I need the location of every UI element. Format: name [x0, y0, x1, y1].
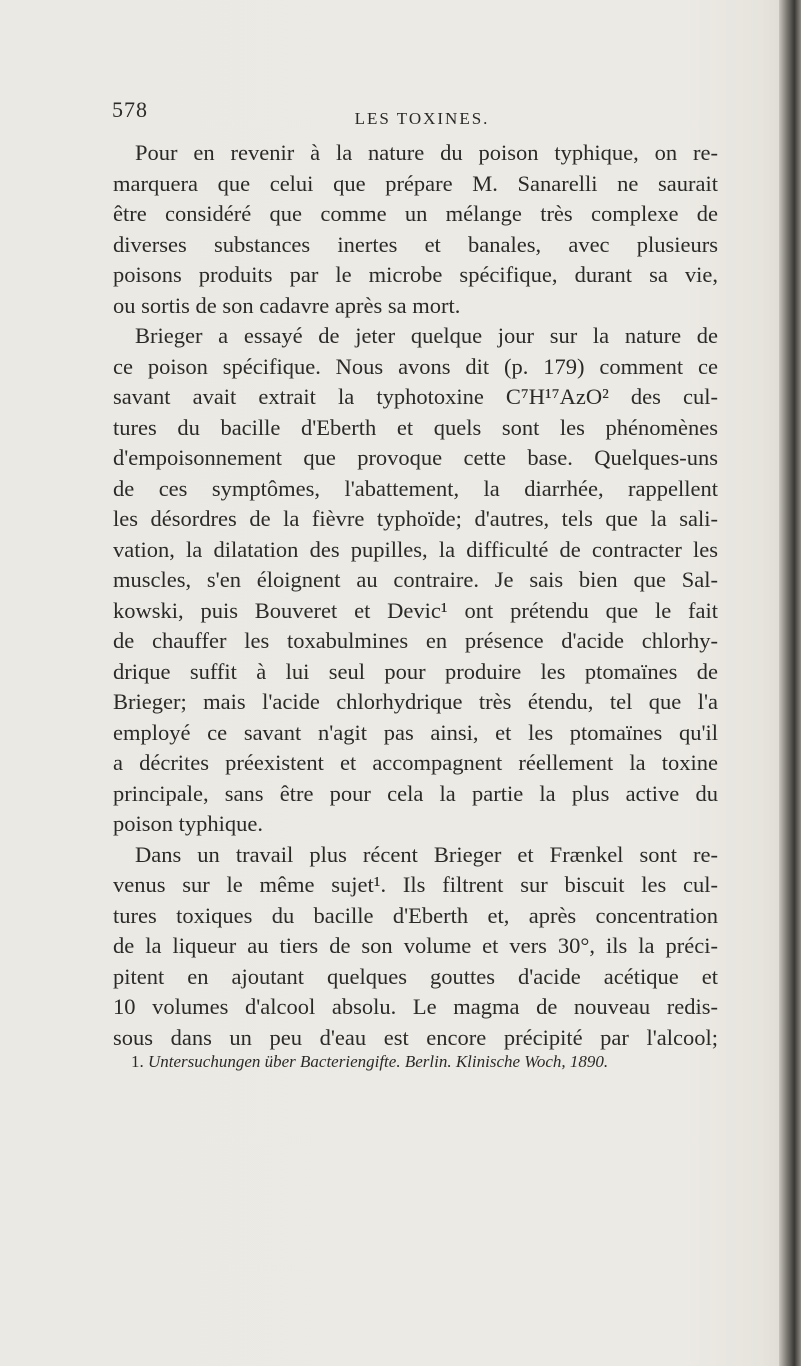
page-edge-shadow — [779, 0, 801, 1366]
text-line: Dans un travail plus récent Brieger et Frænkel sont re- — [135, 841, 718, 867]
text-line: employé ce savant n'agit pas ainsi, et les ptomaïnes qu'il — [113, 719, 718, 745]
footnote — [131, 1051, 608, 1073]
footnote-marker: 1. — [131, 1052, 144, 1071]
text-line: Pour en revenir à la nature du poison typhique, on re- — [135, 140, 718, 165]
text-line: tures du bacille d'Eberth et quels sont les phénomènes — [113, 414, 718, 440]
text-line: poison typhique. — [113, 811, 263, 836]
text-line: tures toxiques du bacille d'Eberth et, après concentration — [113, 902, 718, 928]
text-line: savant avait extrait la typhotoxine C⁷H¹⁷AzO² des cul- — [113, 384, 718, 409]
text-line: drique suffit à lui seul pour produire les ptomaïnes de — [113, 658, 718, 684]
footnote-text: Untersuchungen über Bacteriengifte. Berlin. Klinische Woch, 1890. — [148, 1052, 609, 1071]
text-line: kowski, puis Bouveret et Devic¹ ont prétendu que le fait — [113, 597, 718, 623]
text-line: ce poison spécifique. Nous avons dit (p. 179) comment ce — [113, 353, 718, 379]
page-number: 578 — [112, 97, 148, 122]
text-line: ou sortis de son cadavre après sa mort. — [113, 292, 461, 318]
text-line: 10 volumes d'alcool absolu. Le magma de nouveau redis- — [113, 994, 718, 1019]
page-header — [112, 97, 732, 137]
text-line: être considéré que comme un mélange très complexe de — [113, 201, 718, 226]
text-line: venus sur le même sujet¹. Ils filtrent sur biscuit les cul- — [113, 872, 718, 897]
text-line: sous dans un peu d'eau est encore précipité par l'alcool; — [113, 1024, 718, 1050]
text-line: de ces symptômes, l'abattement, la diarrhée, rappellent — [113, 475, 718, 501]
text-line: de chauffer les toxabulmines en présence d'acide chlorhy- — [113, 628, 718, 653]
running-title: LES TOXINES. — [354, 109, 490, 128]
text-line: d'empoisonnement que provoque cette base. Quelques-uns — [113, 445, 718, 470]
text-line: de la liqueur au tiers de son volume et vers 30°, ils la préci- — [113, 933, 718, 958]
text-line: pitent en ajoutant quelques gouttes d'acide acétique et — [113, 963, 718, 989]
text-line: diverses substances inertes et banales, avec plusieurs — [113, 231, 718, 257]
text-line: Brieger; mais l'acide chlorhydrique très étendu, tel que l'a — [113, 689, 718, 714]
text-line: a décrites préexistent et accompagnent réellement la toxine — [113, 750, 718, 775]
text-line: Brieger a essayé de jeter quelque jour sur la nature de — [135, 323, 718, 348]
text-line: muscles, s'en éloignent au contraire. Je sais bien que Sal- — [113, 567, 718, 592]
body-text — [113, 138, 718, 1053]
text-line: poisons produits par le microbe spécifique, durant sa vie, — [113, 262, 718, 287]
text-line: les désordres de la fièvre typhoïde; d'autres, tels que la sali- — [113, 506, 718, 531]
text-line: vation, la dilatation des pupilles, la difficulté de contracter les — [113, 536, 718, 562]
text-line: marquera que celui que prépare M. Sanarelli ne saurait — [113, 170, 718, 196]
text-line: principale, sans être pour cela la partie la plus active du — [113, 780, 718, 806]
